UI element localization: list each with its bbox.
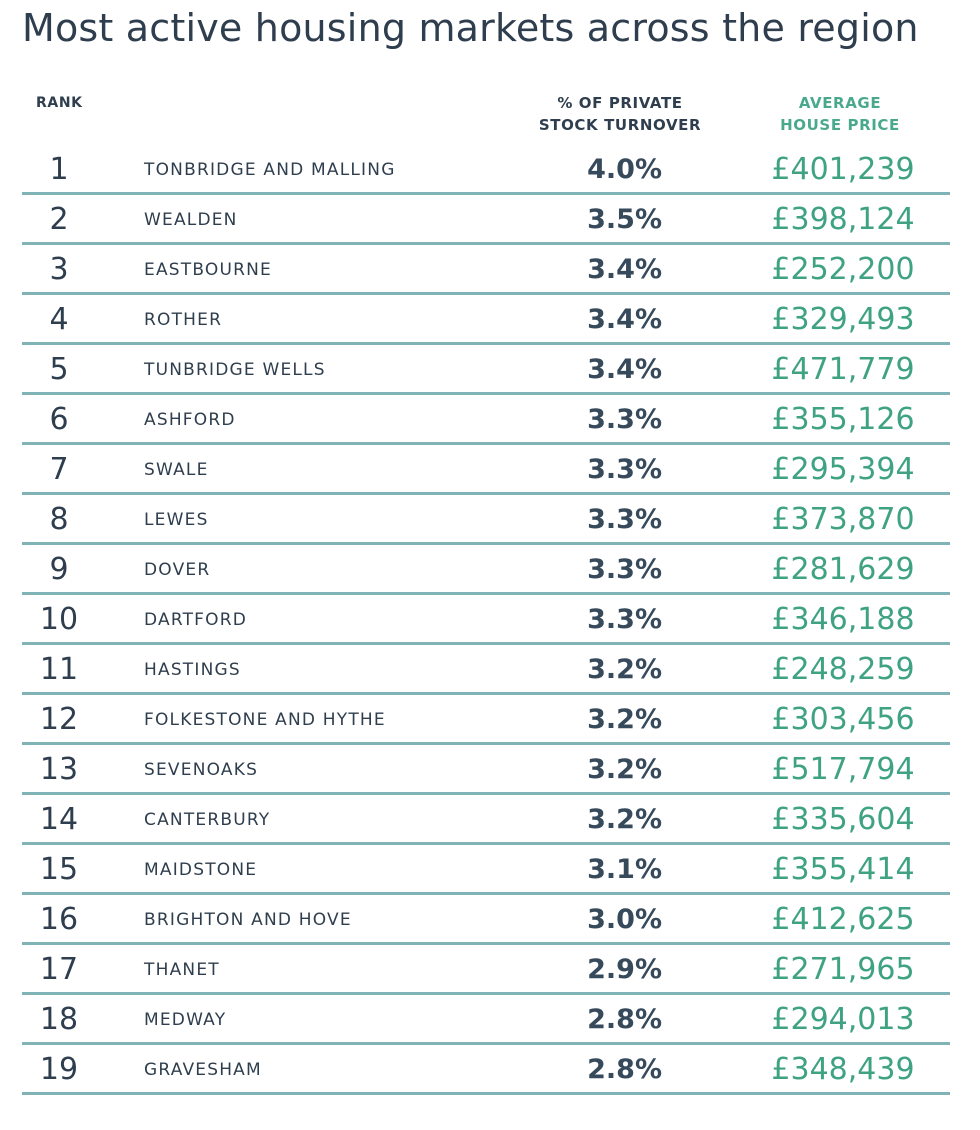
turnover-cell: 3.3% bbox=[587, 454, 662, 485]
table-row bbox=[22, 195, 950, 245]
turnover-cell: 3.2% bbox=[587, 754, 662, 785]
table-row bbox=[22, 445, 950, 495]
price-cell: £252,200 bbox=[771, 252, 915, 287]
table-row bbox=[22, 895, 950, 945]
rank-cell: 3 bbox=[49, 252, 69, 287]
turnover-cell: 3.1% bbox=[587, 854, 662, 885]
turnover-cell: 3.4% bbox=[587, 354, 662, 385]
turnover-cell: 3.0% bbox=[587, 904, 662, 935]
table-row bbox=[22, 545, 950, 595]
table-row bbox=[22, 495, 950, 545]
table-row bbox=[22, 395, 950, 445]
rank-cell: 14 bbox=[39, 802, 79, 837]
price-cell: £248,259 bbox=[771, 652, 915, 687]
turnover-cell: 2.8% bbox=[587, 1054, 662, 1085]
price-cell: £412,625 bbox=[771, 902, 915, 937]
area-cell: MAIDSTONE bbox=[144, 860, 258, 880]
price-cell: £517,794 bbox=[771, 752, 915, 787]
column-header-price-line2: HOUSE PRICE bbox=[780, 116, 900, 134]
price-cell: £329,493 bbox=[771, 302, 915, 337]
rank-cell: 10 bbox=[39, 602, 79, 637]
price-cell: £355,414 bbox=[771, 852, 915, 887]
rank-cell: 1 bbox=[49, 152, 69, 187]
price-cell: £346,188 bbox=[771, 602, 915, 637]
rank-cell: 15 bbox=[39, 852, 79, 887]
area-cell: TUNBRIDGE WELLS bbox=[144, 360, 326, 380]
rank-cell: 5 bbox=[49, 352, 69, 387]
area-cell: EASTBOURNE bbox=[144, 260, 273, 280]
price-cell: £348,439 bbox=[771, 1052, 915, 1087]
area-cell: SEVENOAKS bbox=[144, 760, 259, 780]
area-cell: SWALE bbox=[144, 460, 209, 480]
price-cell: £335,604 bbox=[771, 802, 915, 837]
area-cell: DOVER bbox=[144, 560, 211, 580]
table-row bbox=[22, 345, 950, 395]
price-cell: £295,394 bbox=[771, 452, 915, 487]
turnover-cell: 3.2% bbox=[587, 704, 662, 735]
area-cell: ROTHER bbox=[144, 310, 223, 330]
rank-cell: 2 bbox=[49, 202, 69, 237]
rank-cell: 6 bbox=[49, 402, 69, 437]
area-cell: LEWES bbox=[144, 510, 209, 530]
table-row bbox=[22, 945, 950, 995]
area-cell: ASHFORD bbox=[144, 410, 236, 430]
rank-cell: 11 bbox=[39, 652, 79, 687]
area-cell: GRAVESHAM bbox=[144, 1060, 262, 1080]
turnover-cell: 3.4% bbox=[587, 304, 662, 335]
turnover-cell: 3.3% bbox=[587, 554, 662, 585]
table-row bbox=[22, 245, 950, 295]
area-cell: TONBRIDGE AND MALLING bbox=[144, 160, 396, 180]
turnover-cell: 2.8% bbox=[587, 1004, 662, 1035]
rank-cell: 4 bbox=[49, 302, 69, 337]
rank-cell: 12 bbox=[39, 702, 79, 737]
turnover-cell: 3.2% bbox=[587, 654, 662, 685]
area-cell: DARTFORD bbox=[144, 610, 248, 630]
area-cell: CANTERBURY bbox=[144, 810, 271, 830]
table-row bbox=[22, 995, 950, 1045]
price-cell: £401,239 bbox=[771, 152, 915, 187]
turnover-cell: 3.5% bbox=[587, 204, 662, 235]
area-cell: WEALDEN bbox=[144, 210, 238, 230]
turnover-cell: 3.3% bbox=[587, 404, 662, 435]
column-header-price bbox=[740, 92, 940, 136]
price-cell: £294,013 bbox=[771, 1002, 915, 1037]
rank-cell: 13 bbox=[39, 752, 79, 787]
rank-cell: 18 bbox=[39, 1002, 79, 1037]
rank-cell: 9 bbox=[49, 552, 69, 587]
rank-cell: 17 bbox=[39, 952, 79, 987]
price-cell: £281,629 bbox=[771, 552, 915, 587]
table-row bbox=[22, 695, 950, 745]
column-header-price-line1: AVERAGE bbox=[798, 94, 882, 112]
column-header-rank: RANK bbox=[36, 95, 83, 111]
table-row bbox=[22, 595, 950, 645]
turnover-cell: 3.3% bbox=[587, 504, 662, 535]
page-title: Most active housing markets across the region bbox=[22, 6, 919, 50]
column-header-turnover-line1: % OF PRIVATE bbox=[557, 94, 683, 112]
turnover-cell: 3.2% bbox=[587, 804, 662, 835]
table-row bbox=[22, 645, 950, 695]
turnover-cell: 4.0% bbox=[587, 154, 662, 185]
price-cell: £398,124 bbox=[771, 202, 915, 237]
turnover-cell: 3.3% bbox=[587, 604, 662, 635]
rank-cell: 7 bbox=[49, 452, 69, 487]
column-header-turnover-line2: STOCK TURNOVER bbox=[538, 116, 702, 134]
table-row bbox=[22, 295, 950, 345]
column-header-turnover bbox=[520, 92, 720, 136]
turnover-cell: 3.4% bbox=[587, 254, 662, 285]
area-cell: HASTINGS bbox=[144, 660, 241, 680]
table-row bbox=[22, 745, 950, 795]
price-cell: £373,870 bbox=[771, 502, 915, 537]
rank-cell: 16 bbox=[39, 902, 79, 937]
area-cell: BRIGHTON AND HOVE bbox=[144, 910, 352, 930]
price-cell: £355,126 bbox=[771, 402, 915, 437]
table-row bbox=[22, 845, 950, 895]
table-row bbox=[22, 1045, 950, 1095]
table-row bbox=[22, 145, 950, 195]
price-cell: £303,456 bbox=[771, 702, 915, 737]
area-cell: FOLKESTONE AND HYTHE bbox=[144, 710, 386, 730]
price-cell: £471,779 bbox=[771, 352, 915, 387]
turnover-cell: 2.9% bbox=[587, 954, 662, 985]
rankings-table bbox=[22, 145, 950, 1095]
table-row bbox=[22, 795, 950, 845]
price-cell: £271,965 bbox=[771, 952, 915, 987]
area-cell: THANET bbox=[144, 960, 220, 980]
rank-cell: 19 bbox=[39, 1052, 79, 1087]
rank-cell: 8 bbox=[49, 502, 69, 537]
area-cell: MEDWAY bbox=[144, 1010, 227, 1030]
